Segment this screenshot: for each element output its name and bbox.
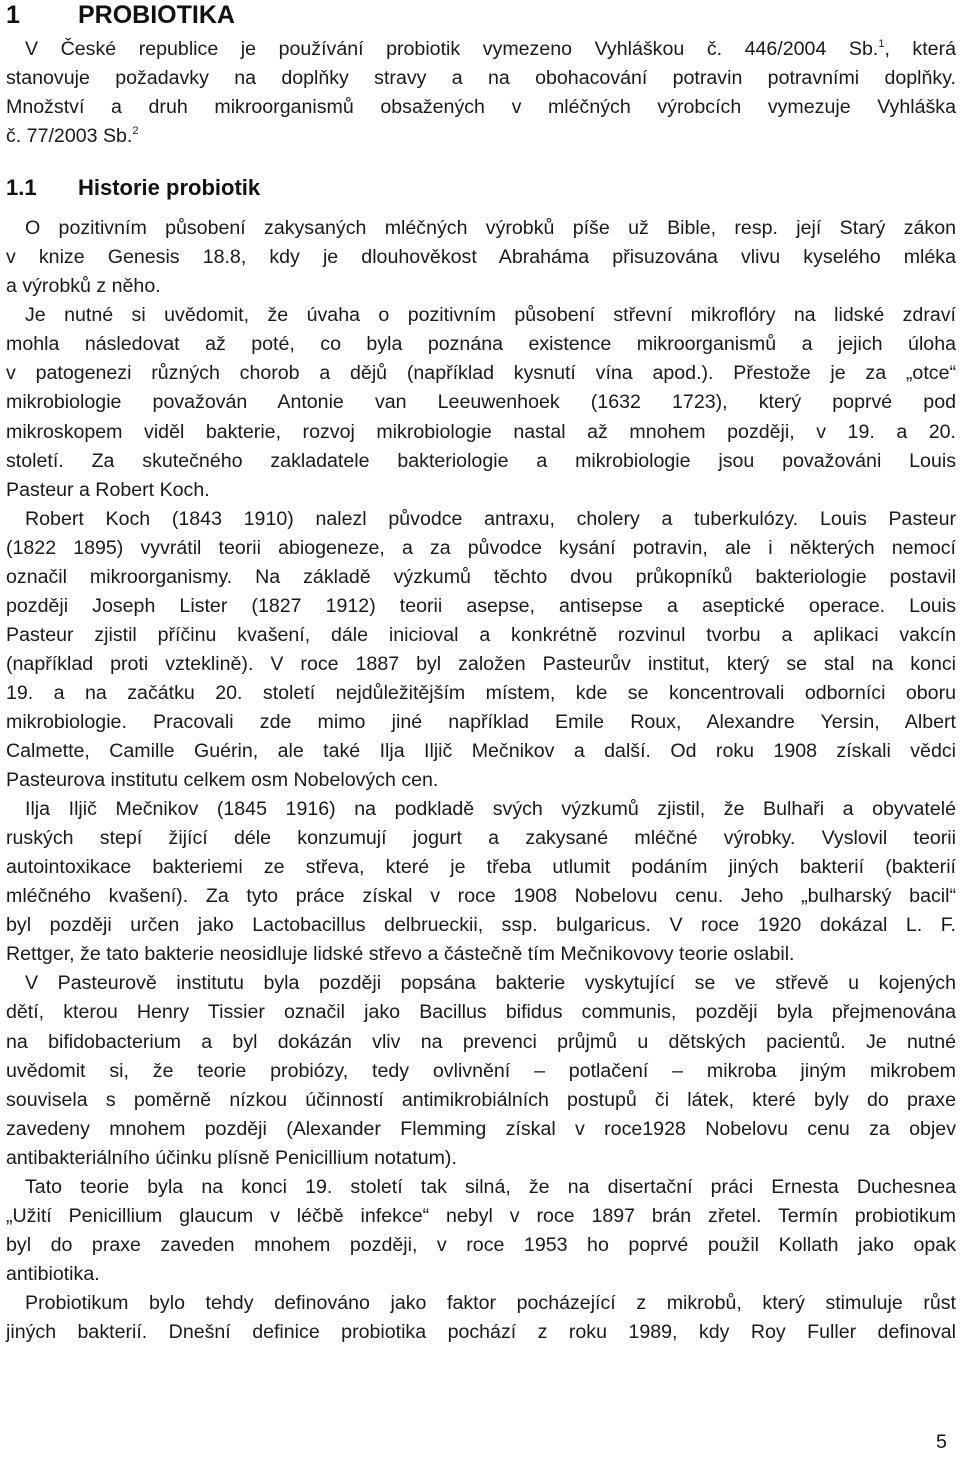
text-line: Pasteur a Robert Koch. — [6, 478, 210, 501]
text-line: antibiotika. — [6, 1262, 100, 1285]
text-line: mohla následovat až poté, co byla poznána existence mikroorganismů a jejich úloha — [6, 333, 956, 356]
text-line: jiných bakterií. Dnešní definice probiotika pochází z roku 1989, kdy Roy Fuller definoval — [6, 1320, 956, 1343]
text-line: stanovuje požadavky na doplňky stravy a na obohacování potravin potravními doplňky. — [6, 67, 956, 90]
text-line: Ilja Iljič Mečnikov (1845 1916) na podkladě svých výzkumů zjistil, že Bulhaři a obyvatelé — [25, 798, 956, 821]
text-line: uvědomit si, že teorie probiózy, tedy ovlivnění – potlačení – mikroba jiným mikrobem — [6, 1059, 956, 1082]
text-line: Tato teorie byla na konci 19. století tak silná, že na disertační práci Ernesta Duchesnea — [25, 1175, 956, 1198]
paragraph-2 — [6, 301, 956, 504]
page-number: 5 — [936, 1431, 947, 1453]
text-line: Pasteurova institutu celkem osm Nobelových cen. — [6, 769, 439, 792]
text-line: Je nutné si uvědomit, že úvaha o pozitivním působení střevní mikroflóry na lidské zdraví — [25, 304, 956, 327]
heading-2-number: 1.1 — [6, 175, 37, 201]
text-line: (1822 1895) vyvrátil teorii abiogeneze, a za původce kysání potravin, ale i některých nemocí — [6, 536, 956, 559]
heading-2-title: Historie probiotik — [78, 175, 261, 201]
text-line: byl později určen jako Lactobacillus delbrueckii, ssp. bulgaricus. V roce 1920 dokázal L. F. — [6, 914, 956, 937]
paragraph-6 — [6, 1173, 956, 1289]
text-line: mikrobiologie považován Antonie van Leeuwenhoek (1632 1723), který poprvé pod — [6, 391, 956, 414]
text-line: ruských stepí žijící déle konzumují jogurt a zakysané mléčné výrobky. Vyslovil teorii — [6, 827, 956, 850]
text-line: souvisela s poměrně nízkou účinností antimikrobiálních postupů či látek, které byly do praxe — [6, 1088, 956, 1111]
text-line: V České republice je používání probiotik vymezeno Vyhláškou č. 446/2004 Sb.$^1$, která — [25, 37, 956, 60]
text-line: později Joseph Lister (1827 1912) teorii asepse, antisepse a aseptické operace. Louis — [6, 594, 956, 617]
text-line: v patogenezi různých chorob a dějů (například kysnutí vína apod.). Přestože je za „otce“ — [6, 362, 956, 385]
text-line: 19. a na začátku 20. století nejdůležitějším místem, kde se koncentrovali odborníci oboru — [6, 681, 956, 704]
text-line: mléčného kvašení). Za tyto práce získal v roce 1908 Nobelovu cenu. Jeho „bulharský bacil“ — [6, 885, 956, 908]
text-line: byl do praxe zaveden mnohem později, v roce 1953 ho poprvé použil Kollath jako opak — [6, 1233, 956, 1256]
heading-2 — [6, 173, 956, 203]
text-line: č. 77/2003 Sb.$^2$ — [6, 124, 139, 148]
text-line: antibakteriálního účinku plísně Penicillium notatum). — [6, 1146, 457, 1169]
text-line: století. Za skutečného zakladatele bakteriologie a mikrobiologie jsou považováni Louis — [6, 449, 956, 472]
text-line: O pozitivním působení zakysaných mléčných výrobků píše už Bible, resp. její Starý zákon — [25, 217, 956, 240]
paragraph-5 — [6, 969, 956, 1172]
text-line: a výrobků z něho. — [6, 275, 161, 298]
text-line: dětí, kterou Henry Tissier označil jako Bacillus bifidus communis, později byla přejmenována — [6, 1001, 956, 1024]
heading-1-title: PROBIOTIKA — [78, 1, 235, 29]
text-line: Robert Koch (1843 1910) nalezl původce antraxu, cholery a tuberkulózy. Louis Pasteur — [25, 507, 956, 530]
text-line: Množství a druh mikroorganismů obsažených v mléčných výrobcích vymezuje Vyhláška — [6, 96, 956, 119]
text-line: zavedeny mnohem později (Alexander Flemming získal v roce1928 Nobelovu cenu za objev — [6, 1117, 956, 1140]
paragraph-7 — [6, 1289, 956, 1347]
heading-1 — [6, 0, 956, 30]
intro-paragraph — [6, 35, 956, 151]
text-line: v knize Genesis 18.8, kdy je dlouhověkost Abraháma přisuzována vlivu kyselého mléka — [6, 246, 956, 269]
text-line: označil mikroorganismy. Na základě výzkumů těchto dvou průkopníků bakteriologie postavil — [6, 565, 956, 588]
text-line: mikrobiologie. Pracovali zde mimo jiné například Emile Roux, Alexandre Yersin, Albert — [6, 710, 956, 733]
text-line: „Užití Penicillium glaucum v léčbě infekce“ nebyl v roce 1897 brán zřetel. Termín probiotikum — [6, 1204, 956, 1227]
text-line: autointoxikace bakteriemi ze střeva, které je třeba utlumit podáním jiných bakterií (bakterií — [6, 856, 956, 879]
text-line: (například proti vzteklině). V roce 1887 byl založen Pasteurův institut, který se stal na konci — [6, 652, 956, 675]
heading-1-number: 1 — [6, 1, 20, 29]
paragraph-1 — [6, 214, 956, 301]
text-line: mikroskopem viděl bakterie, rozvoj mikrobiologie nastal až mnohem později, v 19. a 20. — [6, 420, 956, 443]
text-line: V Pasteurově institutu byla později popsána bakterie vyskytující se ve střevě u kojených — [25, 972, 956, 995]
paragraph-4 — [6, 795, 956, 969]
text-line: Pasteur zjistil příčinu kvašení, dále inicioval a konkrétně rozvinul tvorbu a aplikaci vakcín — [6, 623, 956, 646]
text-line: na bifidobacterium a byl dokázán vliv na prevenci průjmů u dětských pacientů. Je nutné — [6, 1030, 956, 1053]
text-line: Probiotikum bylo tehdy definováno jako faktor pocházející z mikrobů, který stimuluje růst — [25, 1291, 956, 1314]
text-line: Rettger, že tato bakterie neosidluje lidské střevo a částečně tím Mečnikovovy teorie oslabil. — [6, 943, 795, 966]
text-line: Calmette, Camille Guérin, ale také Ilja Iljič Mečnikov a další. Od roku 1908 získali vědci — [6, 740, 956, 763]
document-page — [6, 0, 956, 1347]
paragraph-3 — [6, 505, 956, 795]
